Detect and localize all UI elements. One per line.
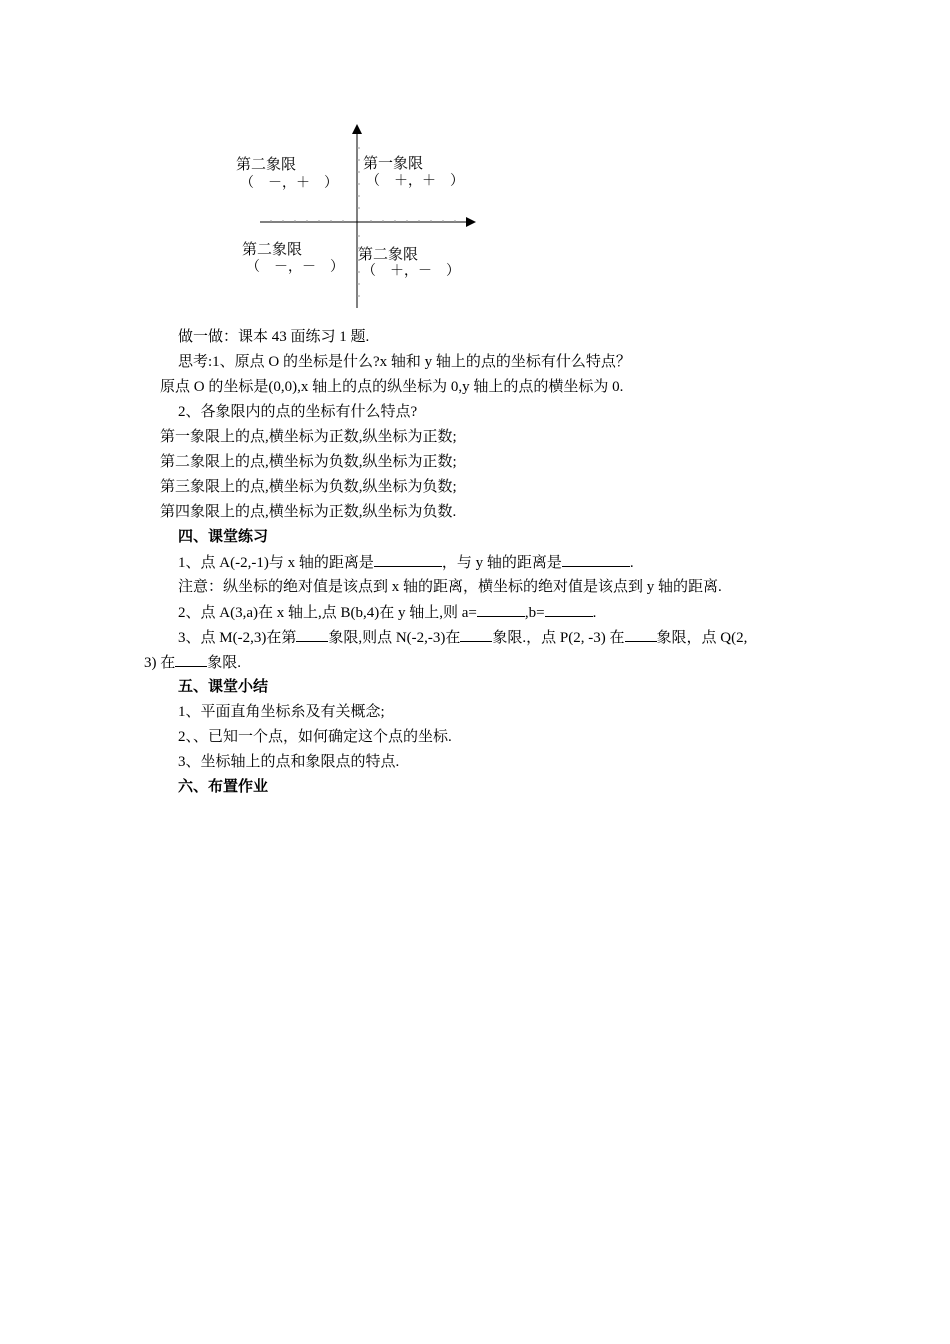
y-axis-arrow — [352, 124, 362, 134]
text-line-quadrant-1: 第一象限上的点,横坐标为正数,纵坐标为正数; — [160, 429, 457, 445]
answer-blank — [562, 552, 630, 567]
practice-item-2 — [178, 602, 596, 623]
text-line-answer-origin: 原点 O 的坐标是(0,0),x 轴上的点的纵坐标为 0,y 轴上的点的横坐标为 0. — [160, 379, 624, 395]
coordinate-axes — [230, 118, 490, 313]
answer-blank — [374, 552, 442, 567]
quadrant-bottom-left-label: 第二象限 — [242, 242, 303, 258]
practice-item-2-text-b: ,b= — [524, 605, 545, 621]
x-axis-arrow — [466, 217, 476, 227]
section-heading-homework: 六、布置作业 — [178, 779, 269, 795]
practice-item-1-text-a: 1、点 A(-2,-1)与 x 轴的距离是 — [178, 555, 374, 571]
practice-item-3-text-d: 象限，点 Q(2, — [656, 630, 748, 646]
summary-item-3: 3、坐标轴上的点和象限点的特点. — [178, 754, 400, 770]
section-heading-summary: 五、课堂小结 — [178, 679, 269, 695]
text-line-think-1: 思考:1、原点 O 的坐标是什么?x 轴和 y 轴上的点的坐标有什么特点？ — [178, 354, 631, 370]
summary-item-1: 1、平面直角坐标糸及有关概念; — [178, 704, 385, 720]
coordinate-diagram — [230, 118, 490, 313]
section-heading-practice: 四、课堂练习 — [178, 529, 269, 545]
text-line-do-exercise: 做一做：课本 43 面练习 1 题. — [178, 329, 370, 345]
answer-blank — [625, 627, 657, 642]
practice-note: 注意：纵坐标的绝对值是该点到 x 轴的距离，横坐标的绝对值是该点到 y 轴的距离. — [178, 579, 722, 595]
practice-item-1-text-b: ，与 y 轴的距离是 — [441, 555, 562, 571]
quadrant-bottom-left-sign: （ －，－ ） — [246, 260, 344, 275]
practice-item-3 — [178, 627, 747, 648]
practice-item-2-text-c: . — [592, 605, 597, 621]
text-line-think-2: 2、各象限内的点的坐标有什么特点? — [178, 404, 418, 420]
text-line-quadrant-3: 第三象限上的点,横坐标为负数,纵坐标为负数; — [160, 479, 457, 495]
practice-item-3-continued — [144, 652, 241, 673]
practice-item-3-text-b: 象限,则点 N(-2,-3)在 — [328, 630, 461, 646]
quadrant-top-left-label: 第二象限 — [236, 157, 297, 173]
practice-item-2-text-a: 2、点 A(3,a)在 x 轴上,点 B(b,4)在 y 轴上,则 a= — [178, 605, 477, 621]
text-line-quadrant-2: 第二象限上的点,横坐标为负数,纵坐标为正数; — [160, 454, 457, 470]
practice-item-3-text-e: 3) 在 — [144, 655, 176, 671]
quadrant-top-right-label: 第一象限 — [363, 156, 424, 172]
answer-blank — [296, 627, 328, 642]
practice-item-3-text-a: 3、点 M(-2,3)在第 — [178, 630, 297, 646]
summary-item-2: 2、、已知一个点，如何确定这个点的坐标. — [178, 729, 452, 745]
quadrant-top-right-sign: （ ＋，＋ ） — [366, 174, 464, 189]
text-line-quadrant-4: 第四象限上的点,横坐标为正数,纵坐标为负数. — [160, 504, 457, 520]
answer-blank — [175, 652, 207, 667]
quadrant-bottom-right-sign: （ ＋，－ ） — [362, 264, 460, 279]
answer-blank — [477, 602, 525, 617]
practice-item-3-text-f: 象限. — [207, 655, 242, 671]
quadrant-top-left-sign: （ －，＋ ） — [240, 176, 338, 191]
answer-blank — [545, 602, 593, 617]
answer-blank — [460, 627, 492, 642]
quadrant-bottom-right-label: 第二象限 — [358, 247, 419, 263]
practice-item-1 — [178, 552, 634, 573]
practice-item-1-text-c: . — [629, 555, 634, 571]
practice-item-3-text-c: 象限.，点 P(2, -3) 在 — [492, 630, 625, 646]
